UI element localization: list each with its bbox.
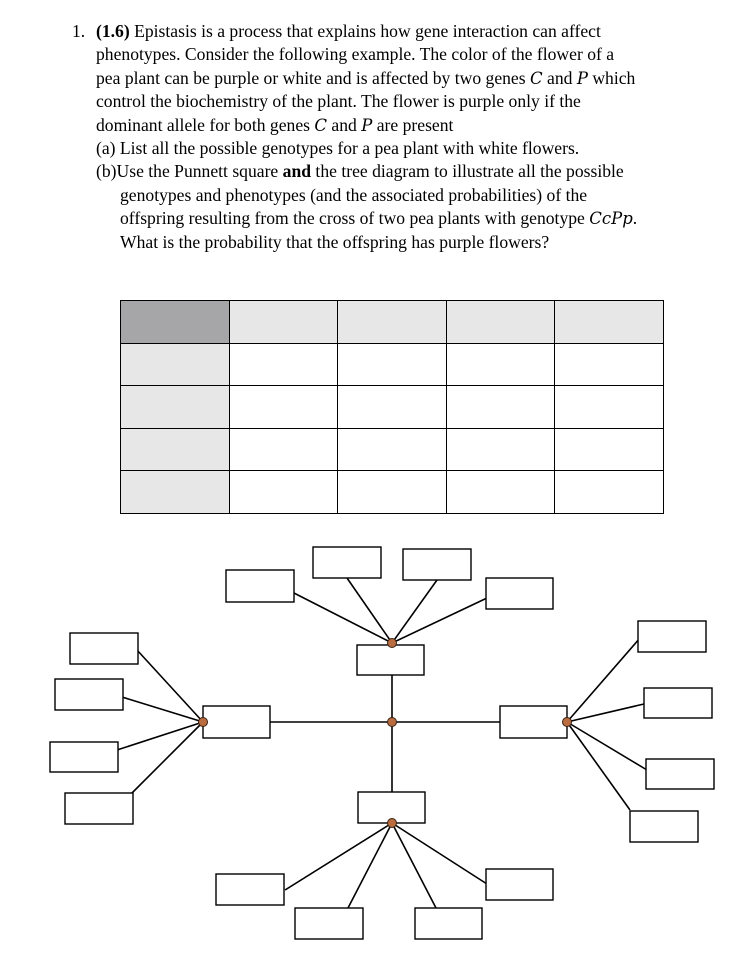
tree-leaf-box[interactable] (630, 811, 698, 842)
tree-leaf-box[interactable] (226, 570, 294, 602)
tree-branch (392, 823, 436, 908)
tree-branch (567, 722, 630, 810)
tree-branch (348, 823, 392, 908)
question-number: 1. (72, 21, 86, 41)
intro-line-5: dominant allele for both genes C and P are present (96, 114, 454, 135)
tree-junction-dot (388, 718, 397, 727)
tree-branch (392, 580, 437, 643)
intro-line-4: control the biochemistry of the plant. The flower is purple only if the (96, 91, 581, 112)
tree-leaf-box[interactable] (70, 633, 138, 664)
tree-box-left-node[interactable] (203, 706, 270, 738)
part-a: (a) List all the possible genotypes for a pea plant with white flowers. (96, 138, 580, 159)
tree-leaf-box[interactable] (638, 621, 706, 652)
tree-junction-dot (563, 718, 572, 727)
tree-branch (567, 704, 644, 722)
tree-branch (567, 638, 640, 722)
tree-leaf-box[interactable] (486, 578, 553, 609)
intro-line-3: pea plant can be purple or white and is affected by two genes C and P which (96, 67, 636, 88)
tree-branch (285, 823, 392, 890)
tree-leaf-box[interactable] (644, 688, 712, 718)
tree-leaf-box[interactable] (486, 869, 553, 900)
tree-junction-dot (388, 819, 397, 828)
tree-leaf-box[interactable] (50, 742, 118, 772)
tree-leaf-box[interactable] (55, 679, 123, 710)
tree-junction-dot (388, 639, 397, 648)
tree-branch (392, 823, 487, 884)
tree-branch (567, 722, 647, 770)
part-b-line-1: (b)Use the Punnett square and the tree diagram to illustrate all the possible (96, 161, 624, 182)
tree-leaf-box[interactable] (65, 793, 133, 824)
tree-branch (292, 592, 392, 643)
tree-leaf-box[interactable] (313, 547, 381, 578)
tree-leaf-box[interactable] (415, 908, 482, 939)
part-b-line-2: genotypes and phenotypes (and the associated probabilities) of the (120, 184, 588, 205)
tree-branch (347, 578, 392, 643)
tree-box-right-node[interactable] (500, 706, 567, 738)
genotype-label: CcPp (589, 209, 633, 229)
tree-branch (130, 722, 203, 795)
intro-line-1: (1.6) Epistasis is a process that explains how gene interaction can affect (96, 21, 601, 41)
tree-leaf-box[interactable] (403, 549, 471, 580)
intro-line-2: phenotypes. Consider the following example. The color of the flower of a (96, 44, 615, 65)
tree-leaf-box[interactable] (216, 874, 284, 905)
tree-box-top-node[interactable] (357, 645, 424, 675)
tree-junction-dot (199, 718, 208, 727)
part-b-line-4: What is the probability that the offspring has purple flowers? (120, 231, 550, 252)
tree-leaf-box[interactable] (295, 908, 363, 939)
part-b-line-3: offspring resulting from the cross of two pea plants with genotype CcPp. (120, 208, 638, 229)
question-points: (1.6) (96, 21, 130, 41)
tree-leaf-box[interactable] (646, 759, 714, 789)
tree-branch (392, 598, 487, 643)
